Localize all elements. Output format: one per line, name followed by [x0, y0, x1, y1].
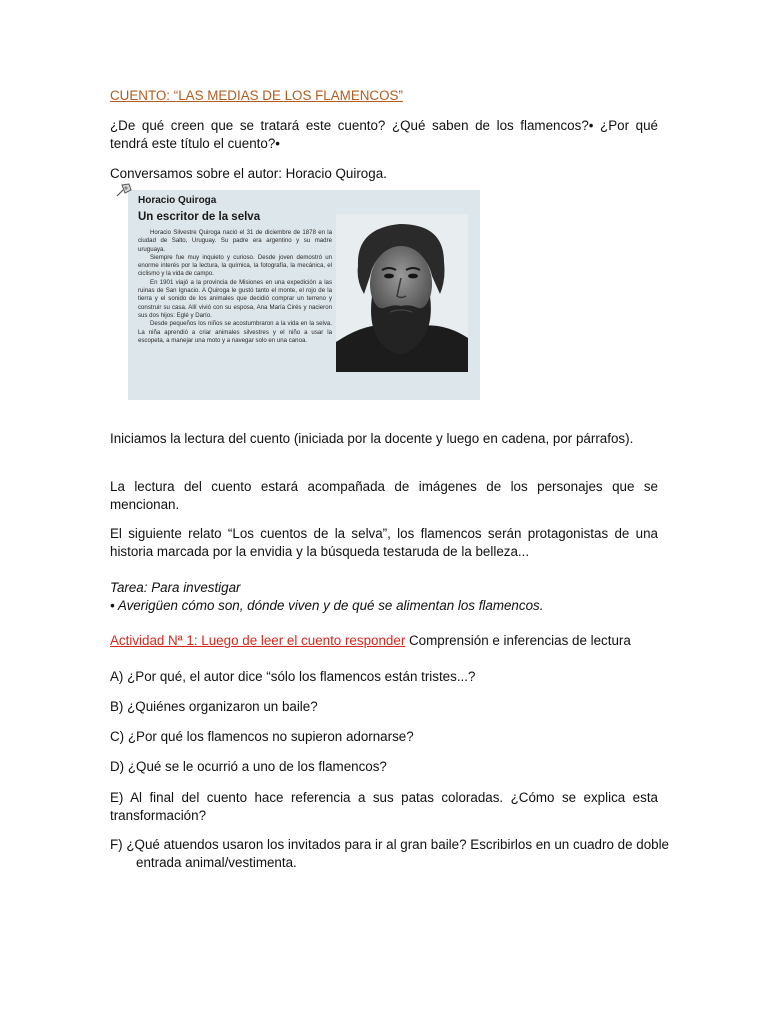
activity-question: D) ¿Qué se le ocurrió a uno de los flamencos?: [110, 759, 387, 774]
card-body: [138, 229, 332, 345]
card-subheading: Un escritor de la selva: [138, 211, 261, 223]
author-intro: Conversamos sobre el autor: Horacio Quiroga.: [110, 166, 387, 181]
document-title: CUENTO: “LAS MEDIAS DE LOS FLAMENCOS”: [110, 88, 403, 103]
activity-question: F) ¿Qué atuendos usaron los invitados para ir al gran baile? Escribirlos en un cuadro de doble entrada animal/vestimenta.: [110, 837, 670, 870]
card-paragraph: Siempre fue muy inquieto y curioso. Desde joven demostró un enorme interés por la lectura, la química, la fotografía, la mecánica, el ciclismo y la vida de campo.: [138, 253, 332, 278]
reading-paragraph-2: La lectura del cuento estará acompañada de imágenes de los personajes que se mencionan.: [110, 479, 658, 512]
intro-questions: ¿De qué creen que se tratará este cuento? ¿Qué saben de los flamencos?• ¿Por qué tendrá este título el cuento?•: [110, 118, 658, 151]
author-portrait-photo: [336, 214, 468, 372]
card-paragraph: Desde pequeños los niños se acostumbraron a la vida en la selva. La niña aprendió a criar animales silvestres y el niño a usar la escopeta, a manejar una moto y a navegar solo en una canoa.: [138, 320, 332, 344]
activity-question: C) ¿Por qué los flamencos no supieron adornarse?: [110, 729, 414, 744]
reading-paragraph-1: Iniciamos la lectura del cuento (iniciada por la docente y luego en cadena, por párrafos).: [110, 431, 634, 446]
homework-item: • Averigüen cómo son, dónde viven y de qué se alimentan los flamencos.: [110, 598, 544, 613]
activity-heading: [110, 632, 658, 650]
author-biography-card: [128, 190, 480, 400]
homework-label: Tarea: Para investigar: [110, 580, 241, 595]
activity-label: Actividad Nª 1: Luego de leer el cuento responder: [110, 633, 406, 648]
pushpin-icon: [114, 182, 134, 198]
card-heading: Horacio Quiroga: [138, 195, 217, 206]
card-paragraph: En 1901 viajó a la provincia de Misiones en una expedición a las ruinas de San Ignacio. A Quiroga le gustó tanto el monte, el rojo de la tierra y el sonido de los animales que decidió comprar un terreno y construir su casa. Allí vivió con su esposa, Ana María Cirés y nacieron sus dos hijos: Eglé y Darío.: [138, 278, 332, 319]
activity-heading-rest: Comprensión e inferencias de lectura: [405, 633, 631, 648]
activity-question: A) ¿Por qué, el autor dice “sólo los flamencos están tristes...?: [110, 669, 476, 684]
card-paragraph: Horacio Silvestre Quiroga nació el 31 de diciembre de 1878 en la ciudad de Salto, Uruguay. Su padre era argentino y su madre uruguaya.: [138, 229, 332, 253]
reading-paragraph-3: El siguiente relato “Los cuentos de la selva”, los flamencos serán protagonistas de una historia marcada por la envidia y la búsqueda testaruda de la belleza...: [110, 526, 658, 559]
activity-question: B) ¿Quiénes organizaron un baile?: [110, 699, 318, 714]
activity-question: E) Al final del cuento hace referencia a sus patas coloradas. ¿Cómo se explica esta transformación?: [110, 790, 658, 823]
